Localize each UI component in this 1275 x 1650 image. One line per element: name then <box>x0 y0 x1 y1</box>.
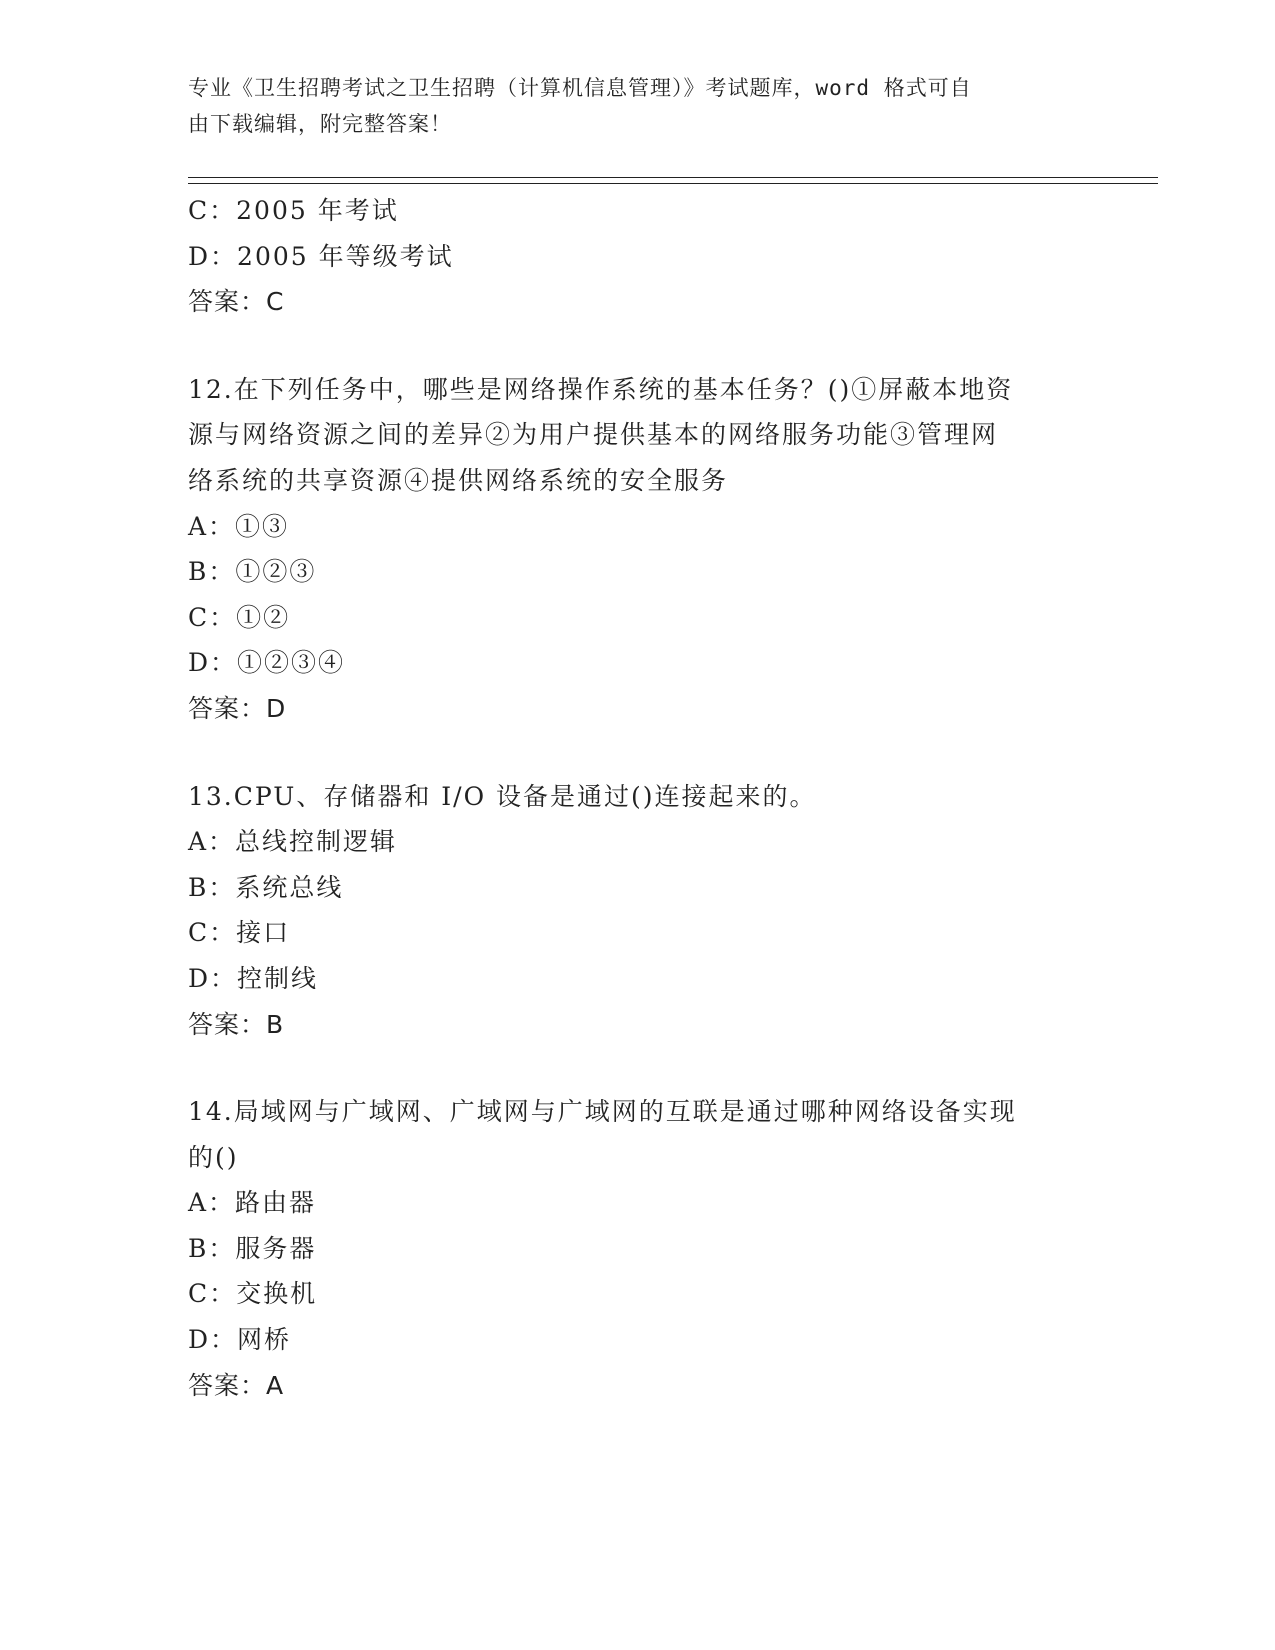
question-text-line: 的() <box>188 1142 239 1172</box>
answer-line: 答案：A <box>188 1370 285 1400</box>
spacer <box>188 325 1088 367</box>
question-14 <box>188 1089 1088 1408</box>
question-text-line: 源与网络资源之间的差异②为用户提供基本的网络服务功能③管理网 <box>188 420 999 450</box>
spacer <box>188 732 1088 774</box>
option-c: C：接口 <box>188 918 291 948</box>
header-divider-top <box>188 177 1158 178</box>
option-d: D：控制线 <box>188 963 319 993</box>
question-12 <box>188 367 1088 732</box>
header-divider-bottom <box>188 183 1158 184</box>
option-d: D：①②③④ <box>188 648 346 678</box>
option-a: A：路由器 <box>188 1188 317 1218</box>
question-13 <box>188 774 1088 1048</box>
header-line-1: 专业《卫生招聘考试之卫生招聘（计算机信息管理）》考试题库，word 格式可自 <box>188 76 972 100</box>
option-b: B：服务器 <box>188 1233 317 1263</box>
option-b: B：①②③ <box>188 557 317 587</box>
spacer <box>188 1047 1088 1089</box>
option-d: D：网桥 <box>188 1325 292 1355</box>
option-a: A：总线控制逻辑 <box>188 827 398 857</box>
question-text-line: 13.CPU、存储器和 I/O 设备是通过()连接起来的。 <box>188 781 817 811</box>
question-list <box>188 188 1088 1408</box>
header-line-2: 由下载编辑，附完整答案！ <box>188 112 452 136</box>
option-c: C：2005 年考试 <box>188 196 399 225</box>
option-c: C：①② <box>188 602 291 632</box>
question-text-line: 12.在下列任务中，哪些是网络操作系统的基本任务？()①屏蔽本地资 <box>188 374 1014 404</box>
document-header <box>188 70 1088 142</box>
question-text-line: 络系统的共享资源④提供网络系统的安全服务 <box>188 465 729 495</box>
option-d: D：2005 年等级考试 <box>188 241 454 271</box>
option-a: A：①③ <box>188 511 290 541</box>
answer-line: 答案：B <box>188 1009 285 1039</box>
question-11-continuation <box>188 188 1088 325</box>
option-c: C：交换机 <box>188 1279 318 1309</box>
option-b: B：系统总线 <box>188 872 344 902</box>
answer-line: 答案：D <box>188 693 287 723</box>
question-text-line: 14.局域网与广域网、广域网与广域网的互联是通过哪种网络设备实现 <box>188 1097 1017 1127</box>
answer-line: 答案：C <box>188 287 285 317</box>
